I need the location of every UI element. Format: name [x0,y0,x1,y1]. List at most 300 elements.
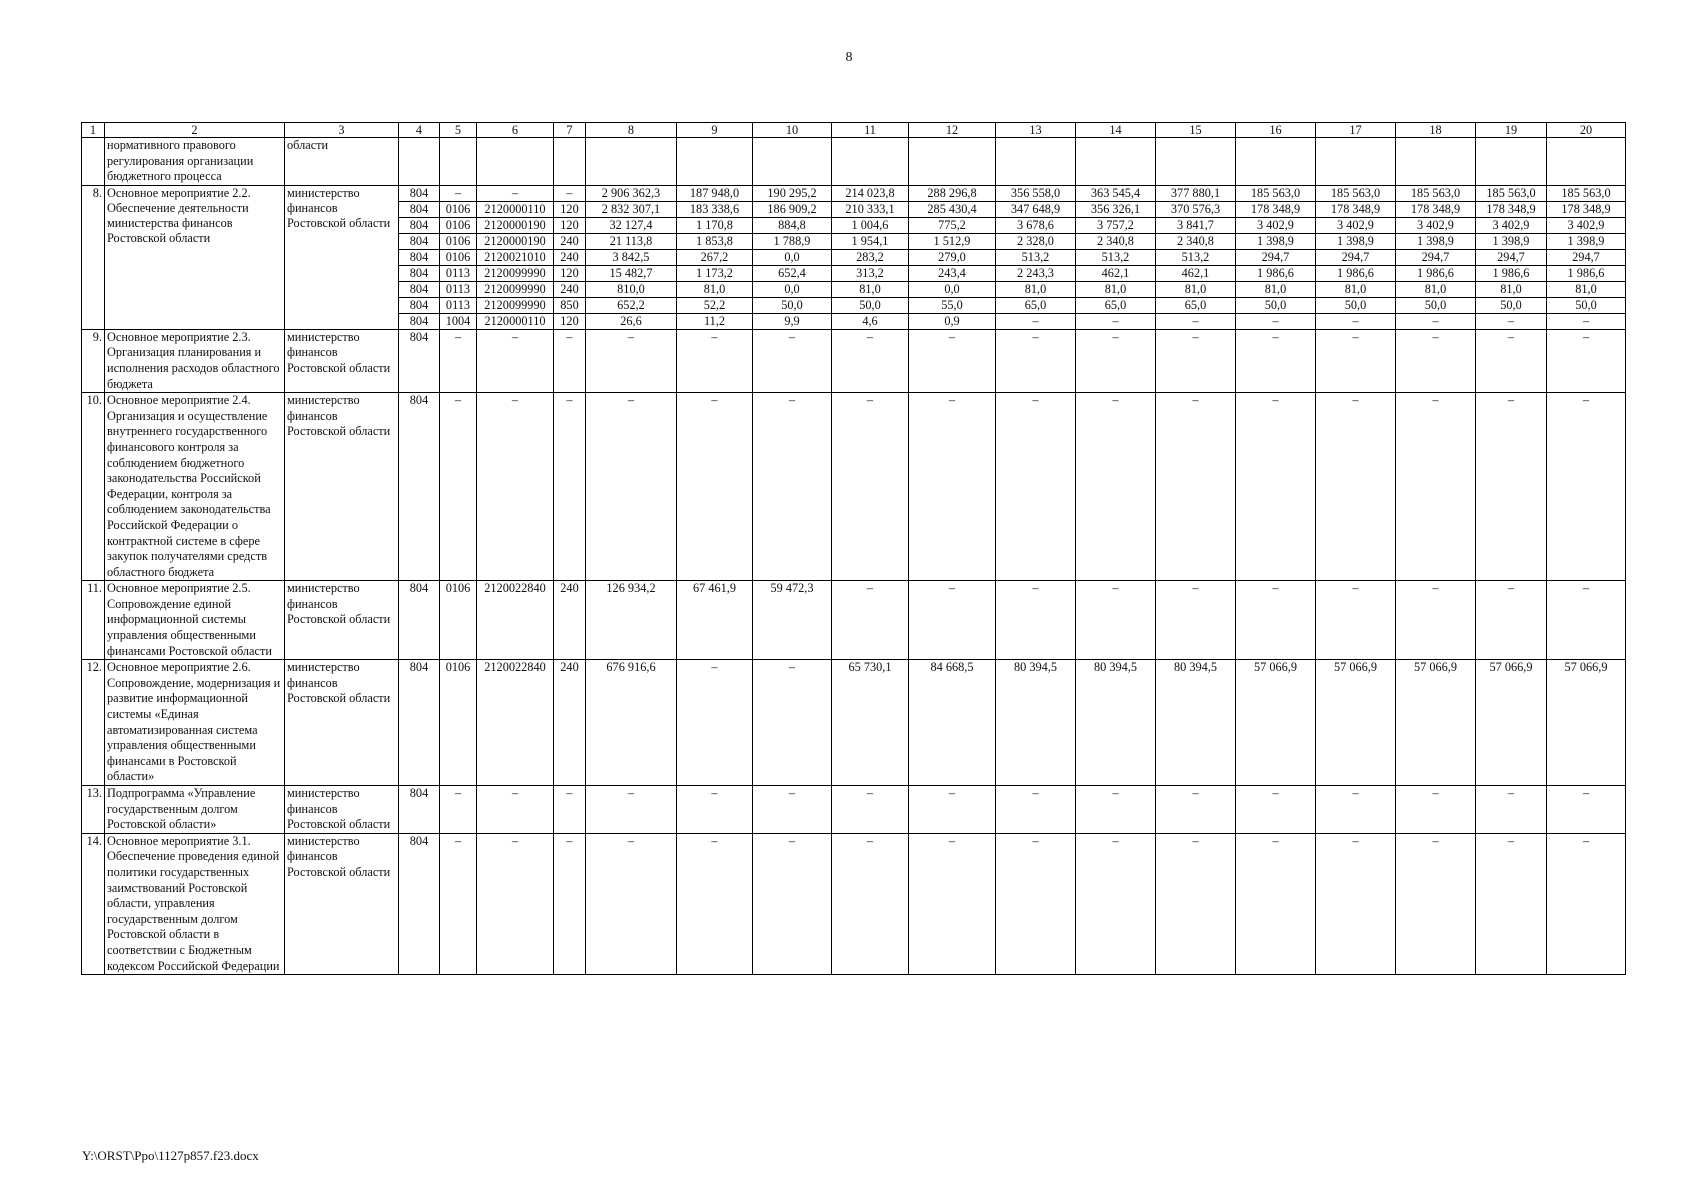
value-cell: – [440,786,477,834]
value-cell: – [1547,393,1626,581]
activity-name: Основное мероприятие 2.4. Организация и осуществление внутреннего государственного финансового контроля за соблюдением бюджетного законодательства Российской Федерации, контроля за соблюдением законодательства Российской Федерации о контрактной системе в сфере закупок получателями средств областного бюджета [105,393,285,581]
value-cell [1076,138,1156,186]
value-cell: 65 730,1 [832,660,909,786]
value-cell: 81,0 [996,281,1076,297]
column-number-cell: 9 [677,123,753,138]
value-cell [1236,138,1316,186]
table-row [82,393,1626,581]
row-number: 8. [82,185,105,329]
value-cell: 50,0 [832,297,909,313]
value-cell: – [1316,833,1396,974]
value-cell: 81,0 [1396,281,1476,297]
value-cell: – [554,329,586,392]
value-cell: – [1547,786,1626,834]
value-cell: – [1076,786,1156,834]
value-cell: 120 [554,313,586,329]
footer-file-path: Y:\ORST\Ppo\1127p857.f23.docx [82,1148,259,1163]
value-cell: – [1476,393,1547,581]
value-cell: 67 461,9 [677,581,753,660]
value-cell: – [1476,329,1547,392]
value-cell: 178 348,9 [1316,201,1396,217]
value-cell: – [477,329,554,392]
value-cell: 0106 [440,660,477,786]
value-cell: – [996,581,1076,660]
value-cell: 513,2 [996,249,1076,265]
value-cell: 185 563,0 [1316,185,1396,201]
value-cell: 80 394,5 [996,660,1076,786]
value-cell: 804 [399,265,440,281]
value-cell: 294,7 [1476,249,1547,265]
table-row [82,786,1626,834]
value-cell: 850 [554,297,586,313]
value-cell [586,138,677,186]
value-cell: – [996,313,1076,329]
value-cell: 240 [554,233,586,249]
value-cell: 279,0 [909,249,996,265]
activity-name: Подпрограмма «Управление государственным долгом Ростовской области» [105,786,285,834]
page-number: 8 [845,50,853,65]
value-cell: – [1156,786,1236,834]
value-cell: 26,6 [586,313,677,329]
value-cell: 676 916,6 [586,660,677,786]
value-cell: 186 909,2 [753,201,832,217]
value-cell: – [832,581,909,660]
value-cell: 370 576,3 [1156,201,1236,217]
value-cell: – [753,393,832,581]
value-cell [1316,138,1396,186]
value-cell: 1 398,9 [1476,233,1547,249]
value-cell: 2120000110 [477,201,554,217]
value-cell: 57 066,9 [1476,660,1547,786]
value-cell: 2120000190 [477,217,554,233]
responsible-executor: министерство финансов Ростовской области [285,581,399,660]
value-cell: – [440,393,477,581]
value-cell: 294,7 [1547,249,1626,265]
value-cell [399,138,440,186]
value-cell: 285 430,4 [909,201,996,217]
value-cell: 652,4 [753,265,832,281]
value-cell: – [1236,393,1316,581]
activity-name: Основное мероприятие 2.2. Обеспечение деятельности министерства финансов Ростовской области [105,185,285,329]
value-cell: – [586,786,677,834]
value-cell: – [1236,313,1316,329]
column-number-cell: 4 [399,123,440,138]
value-cell: 185 563,0 [1236,185,1316,201]
value-cell: 1 954,1 [832,233,909,249]
value-cell: – [1476,313,1547,329]
value-cell: 356 326,1 [1076,201,1156,217]
value-cell: 3 402,9 [1236,217,1316,233]
value-cell: – [677,833,753,974]
value-cell: 0106 [440,201,477,217]
value-cell: 294,7 [1236,249,1316,265]
value-cell: 0,9 [909,313,996,329]
value-cell: 57 066,9 [1547,660,1626,786]
value-cell: 1 170,8 [677,217,753,233]
value-cell: 240 [554,249,586,265]
value-cell: 1 986,6 [1396,265,1476,281]
value-cell: – [1476,581,1547,660]
value-cell: 356 558,0 [996,185,1076,201]
value-cell: 1 986,6 [1476,265,1547,281]
value-cell [1476,138,1547,186]
value-cell: 3 402,9 [1547,217,1626,233]
value-cell: – [1476,786,1547,834]
value-cell: 1 173,2 [677,265,753,281]
value-cell: 804 [399,249,440,265]
value-cell: – [996,393,1076,581]
value-cell: 2 832 307,1 [586,201,677,217]
value-cell: 2120021010 [477,249,554,265]
row-number: 14. [82,833,105,974]
value-cell: 240 [554,281,586,297]
value-cell: 4,6 [832,313,909,329]
value-cell: – [832,393,909,581]
value-cell: – [477,786,554,834]
activity-name: Основное мероприятие 2.5. Сопровождение единой информационной системы управления общественными финансами Ростовской области [105,581,285,660]
activity-name: нормативного правового регулирования организации бюджетного процесса [105,138,285,186]
column-number-cell: 17 [1316,123,1396,138]
value-cell: 178 348,9 [1547,201,1626,217]
column-number-cell: 19 [1476,123,1547,138]
value-cell: – [1396,786,1476,834]
column-number-cell: 2 [105,123,285,138]
value-cell: 294,7 [1396,249,1476,265]
value-cell: 185 563,0 [1547,185,1626,201]
value-cell: 513,2 [1076,249,1156,265]
value-cell: 804 [399,185,440,201]
value-cell: 65,0 [1076,297,1156,313]
value-cell: 178 348,9 [1236,201,1316,217]
value-cell: 210 333,1 [832,201,909,217]
value-cell: – [677,329,753,392]
value-cell: 1 398,9 [1316,233,1396,249]
value-cell: – [1547,581,1626,660]
value-cell: – [996,329,1076,392]
value-cell: – [1076,313,1156,329]
activity-name: Основное мероприятие 2.3. Организация планирования и исполнения расходов областного бюджета [105,329,285,392]
value-cell: – [1236,581,1316,660]
value-cell: – [1316,393,1396,581]
value-cell: 57 066,9 [1316,660,1396,786]
column-number-cell: 20 [1547,123,1626,138]
column-number-cell: 15 [1156,123,1236,138]
value-cell: – [996,833,1076,974]
value-cell: – [1396,329,1476,392]
value-cell: 0113 [440,297,477,313]
value-cell: 187 948,0 [677,185,753,201]
value-cell: 804 [399,281,440,297]
value-cell: 3 841,7 [1156,217,1236,233]
value-cell [554,138,586,186]
value-cell: 377 880,1 [1156,185,1236,201]
value-cell: 11,2 [677,313,753,329]
column-number-row [82,123,1626,138]
value-cell: – [909,581,996,660]
value-cell: 2120022840 [477,660,554,786]
table-row [82,660,1626,786]
value-cell: – [677,660,753,786]
responsible-executor: области [285,138,399,186]
responsible-executor: министерство финансов Ростовской области [285,393,399,581]
value-cell: 32 127,4 [586,217,677,233]
column-number-cell: 5 [440,123,477,138]
value-cell: 190 295,2 [753,185,832,201]
value-cell: 50,0 [753,297,832,313]
value-cell: 804 [399,786,440,834]
value-cell: 267,2 [677,249,753,265]
value-cell: 1 398,9 [1547,233,1626,249]
value-cell [1396,138,1476,186]
row-number: 13. [82,786,105,834]
value-cell: 183 338,6 [677,201,753,217]
value-cell: – [1547,329,1626,392]
value-cell: 0,0 [753,249,832,265]
value-cell: – [1316,581,1396,660]
value-cell: 2 328,0 [996,233,1076,249]
value-cell: – [1156,833,1236,974]
column-number-cell: 1 [82,123,105,138]
value-cell: 1 512,9 [909,233,996,249]
value-cell: 804 [399,581,440,660]
value-cell: – [1396,833,1476,974]
value-cell: 50,0 [1476,297,1547,313]
value-cell: 178 348,9 [1476,201,1547,217]
value-cell: 0106 [440,233,477,249]
value-cell: – [1156,393,1236,581]
value-cell: – [586,833,677,974]
value-cell [677,138,753,186]
value-cell: – [440,185,477,201]
value-cell: 2120099990 [477,297,554,313]
value-cell: 240 [554,660,586,786]
value-cell: – [1236,833,1316,974]
responsible-executor: министерство финансов Ростовской области [285,786,399,834]
value-cell: – [1316,329,1396,392]
value-cell: – [753,786,832,834]
value-cell: 9,9 [753,313,832,329]
value-cell: – [677,393,753,581]
value-cell: 81,0 [1156,281,1236,297]
value-cell: 243,4 [909,265,996,281]
value-cell: – [1396,393,1476,581]
value-cell: 50,0 [1316,297,1396,313]
value-cell: 2120099990 [477,265,554,281]
value-cell: 347 648,9 [996,201,1076,217]
value-cell: – [677,786,753,834]
value-cell: 59 472,3 [753,581,832,660]
value-cell: 3 402,9 [1476,217,1547,233]
value-cell: – [1396,581,1476,660]
value-cell: 81,0 [832,281,909,297]
value-cell [440,138,477,186]
value-cell: – [1076,833,1156,974]
column-number-cell: 7 [554,123,586,138]
value-cell: 1 398,9 [1396,233,1476,249]
value-cell: 50,0 [1236,297,1316,313]
value-cell: 283,2 [832,249,909,265]
value-cell: – [440,833,477,974]
value-cell: 2120000190 [477,233,554,249]
value-cell: – [477,833,554,974]
row-number: 10. [82,393,105,581]
value-cell: 3 757,2 [1076,217,1156,233]
value-cell: – [832,329,909,392]
value-cell: 126 934,2 [586,581,677,660]
value-cell: – [554,185,586,201]
value-cell: 0,0 [909,281,996,297]
value-cell: – [909,393,996,581]
value-cell: 1 986,6 [1547,265,1626,281]
column-number-cell: 6 [477,123,554,138]
value-cell [1547,138,1626,186]
value-cell: – [586,393,677,581]
value-cell: 0113 [440,265,477,281]
value-cell: – [1476,833,1547,974]
column-number-cell: 12 [909,123,996,138]
value-cell: 1 004,6 [832,217,909,233]
value-cell: – [554,833,586,974]
value-cell: 0106 [440,581,477,660]
value-cell: 57 066,9 [1236,660,1316,786]
activity-name: Основное мероприятие 3.1. Обеспечение проведения единой политики государственных заимствований Ростовской области, управления государственным долгом Ростовской области в соответствии с Бюджетным кодексом Российской Федерации [105,833,285,974]
value-cell: 1 986,6 [1316,265,1396,281]
value-cell: – [909,329,996,392]
value-cell: 1 788,9 [753,233,832,249]
value-cell: 81,0 [1476,281,1547,297]
column-number-cell: 3 [285,123,399,138]
row-number: 11. [82,581,105,660]
value-cell: 462,1 [1156,265,1236,281]
value-cell: 178 348,9 [1396,201,1476,217]
responsible-executor: министерство финансов Ростовской области [285,660,399,786]
value-cell: 81,0 [1316,281,1396,297]
value-cell: 80 394,5 [1156,660,1236,786]
value-cell: 52,2 [677,297,753,313]
value-cell: – [1396,313,1476,329]
value-cell: 120 [554,265,586,281]
value-cell: 804 [399,329,440,392]
value-cell: – [1547,833,1626,974]
column-number-cell: 8 [586,123,677,138]
value-cell: 81,0 [1236,281,1316,297]
value-cell: 120 [554,201,586,217]
value-cell: 185 563,0 [1396,185,1476,201]
value-cell: – [1316,313,1396,329]
value-cell: 1 398,9 [1236,233,1316,249]
value-cell: – [554,786,586,834]
value-cell: 15 482,7 [586,265,677,281]
value-cell: 2 906 362,3 [586,185,677,201]
value-cell: – [1076,329,1156,392]
value-cell: – [1156,329,1236,392]
value-cell: – [1076,581,1156,660]
value-cell: 804 [399,233,440,249]
value-cell: – [477,393,554,581]
value-cell: 240 [554,581,586,660]
value-cell [909,138,996,186]
value-cell [1156,138,1236,186]
value-cell: 50,0 [1547,297,1626,313]
value-cell: 84 668,5 [909,660,996,786]
value-cell: – [1156,313,1236,329]
value-cell [477,138,554,186]
table-row [82,833,1626,974]
value-cell: – [440,329,477,392]
value-cell: 0106 [440,217,477,233]
table-row [82,138,1626,186]
value-cell: – [1076,393,1156,581]
value-cell: 804 [399,217,440,233]
value-cell: – [753,833,832,974]
value-cell: 65,0 [996,297,1076,313]
value-cell: 214 023,8 [832,185,909,201]
value-cell: – [753,660,832,786]
value-cell: – [909,833,996,974]
value-cell: 804 [399,201,440,217]
column-number-cell: 11 [832,123,909,138]
value-cell: 81,0 [677,281,753,297]
value-cell: 81,0 [1547,281,1626,297]
value-cell: – [477,185,554,201]
value-cell: 0113 [440,281,477,297]
value-cell: – [832,833,909,974]
value-cell: – [832,786,909,834]
row-number [82,138,105,186]
value-cell: 294,7 [1316,249,1396,265]
value-cell: – [1236,329,1316,392]
value-cell: 288 296,8 [909,185,996,201]
value-cell: 804 [399,393,440,581]
value-cell [996,138,1076,186]
value-cell: – [753,329,832,392]
column-number-cell: 13 [996,123,1076,138]
responsible-executor: министерство финансов Ростовской области [285,185,399,329]
value-cell: 2120022840 [477,581,554,660]
row-number: 9. [82,329,105,392]
value-cell: 2 340,8 [1076,233,1156,249]
value-cell: 775,2 [909,217,996,233]
value-cell: 50,0 [1396,297,1476,313]
value-cell: 0106 [440,249,477,265]
budget-table [81,122,1626,975]
value-cell: 3 678,6 [996,217,1076,233]
value-cell: – [1156,581,1236,660]
value-cell: 462,1 [1076,265,1156,281]
row-number: 12. [82,660,105,786]
value-cell: 884,8 [753,217,832,233]
value-cell: 363 545,4 [1076,185,1156,201]
column-number-cell: 10 [753,123,832,138]
value-cell: – [586,329,677,392]
value-cell: 804 [399,313,440,329]
value-cell: 185 563,0 [1476,185,1547,201]
table-row [82,581,1626,660]
value-cell: – [1547,313,1626,329]
value-cell: – [1316,786,1396,834]
value-cell: 0,0 [753,281,832,297]
value-cell: 80 394,5 [1076,660,1156,786]
value-cell: – [996,786,1076,834]
value-cell: 804 [399,297,440,313]
value-cell: 57 066,9 [1396,660,1476,786]
value-cell: 1004 [440,313,477,329]
value-cell: 313,2 [832,265,909,281]
value-cell: 652,2 [586,297,677,313]
value-cell: 2 243,3 [996,265,1076,281]
value-cell: 2120099990 [477,281,554,297]
responsible-executor: министерство финансов Ростовской области [285,329,399,392]
